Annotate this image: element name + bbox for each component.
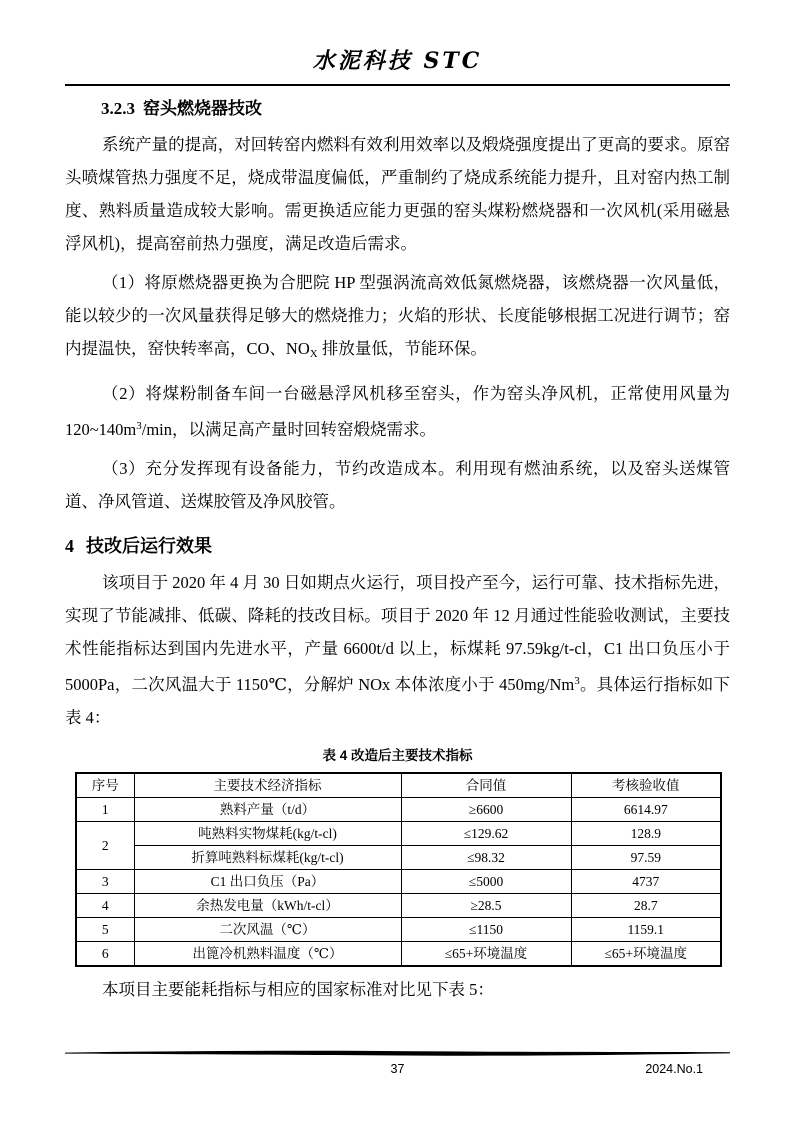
cell-no: 5	[76, 918, 134, 942]
header-rule	[65, 84, 730, 86]
paragraph-text: 该项目于 2020 年 4 月 30 日如期点火运行，项目投产至今，运行可靠、技术指标先进，实现了节能减排、低碳、降耗的技改目标。项目于 2020 年 12 月通过性能验收测试，主要技术性能指标达到国内先进水平，产量 6600t/d 以上，标煤耗 97.59kg/t-cl，C1 出口负压小于 5000Pa，二次风温大于 1150℃，分解炉 NOx 本体浓度小于 450mg/Nm	[65, 573, 730, 694]
cell-acceptance: ≤65+环境温度	[571, 942, 721, 967]
paragraph-item-1	[65, 266, 730, 371]
paragraph-results	[65, 566, 730, 734]
nox-subscript: X	[309, 348, 318, 360]
cell-indicator: 熟料产量（t/d）	[134, 798, 401, 822]
cell-indicator: 折算吨熟料标煤耗(kg/t-cl)	[134, 846, 401, 870]
table-row	[76, 822, 721, 846]
cell-indicator: 吨熟料实物煤耗(kg/t-cl)	[134, 822, 401, 846]
table-row	[76, 870, 721, 894]
table-row	[76, 918, 721, 942]
cell-acceptance: 128.9	[571, 822, 721, 846]
table-row	[76, 894, 721, 918]
cell-acceptance: 1159.1	[571, 918, 721, 942]
paragraph-text: （1）将原燃烧器更换为合肥院 HP 型强涡流高效低氮燃烧器，该燃烧器一次风量低，能以较少的一次风量获得足够大的燃烧推力；火焰的形状、长度能够根据工况进行调节；窑内提温快，窑快转率高，CO、NO	[65, 273, 730, 358]
header-cell-contract: 合同值	[401, 773, 571, 798]
table-row	[76, 846, 721, 870]
paragraph-text: 排放量低，节能环保。	[317, 339, 487, 358]
table-header-row	[76, 773, 721, 798]
section-title: 窑头燃烧器技改	[143, 99, 262, 118]
header-cell-indicator: 主要技术经济指标	[134, 773, 401, 798]
cell-indicator: C1 出口负压（Pa）	[134, 870, 401, 894]
cell-acceptance: 4737	[571, 870, 721, 894]
table-row	[76, 942, 721, 967]
section-heading-3-2-3	[65, 96, 730, 122]
cubic-meter-superscript: 3	[136, 420, 142, 432]
cell-no-merged: 2	[76, 822, 134, 870]
footer-rule	[65, 1048, 730, 1058]
paragraph-table5-lead: 本项目主要能耗指标与相应的国家标准对比见下表 5：	[102, 980, 494, 999]
section-number: 3.2.3	[101, 99, 135, 118]
cell-acceptance: 6614.97	[571, 798, 721, 822]
cell-contract: ≥28.5	[401, 894, 571, 918]
cell-indicator: 出篦冷机熟料温度（℃）	[134, 942, 401, 967]
paragraph-text: 。具体运行指标如下表 4：	[65, 675, 730, 727]
section-title: 技改后运行效果	[86, 536, 212, 556]
paragraph-text: （2）将煤粉制备车间一台磁悬浮风机移至窑头，作为窑头净风机，正常使用风量为 120~140m	[65, 384, 730, 439]
cell-indicator: 余热发电量（kWh/t-cl）	[134, 894, 401, 918]
cell-contract: ≤5000	[401, 870, 571, 894]
paragraph-intro: 系统产量的提高，对回转窑内燃料有效利用效率以及煅烧强度提出了更高的要求。原窑头喷煤管热力强度不足，烧成带温度偏低，严重制约了烧成系统能力提升，且对窑内热工制度、熟料质量造成较大影响。需更换适应能力更强的窑头煤粉燃烧器和一次风机(采用磁悬浮风机)，提高窑前热力强度，满足改造后需求。	[65, 135, 730, 253]
paragraph-item-2	[65, 377, 730, 446]
journal-title: 水泥科技 STC	[312, 48, 483, 74]
cubic-meter-superscript: 3	[574, 675, 580, 687]
cell-contract: ≤129.62	[401, 822, 571, 846]
cell-no: 1	[76, 798, 134, 822]
section-heading-4	[65, 532, 730, 560]
paragraph-text: /min，以满足高产量时回转窑煅烧需求。	[141, 420, 437, 439]
cell-acceptance: 28.7	[571, 894, 721, 918]
cell-contract: ≤65+环境温度	[401, 942, 571, 967]
footer-row	[65, 1060, 730, 1078]
cell-contract: ≤1150	[401, 918, 571, 942]
cell-indicator: 二次风温（℃）	[134, 918, 401, 942]
cell-contract: ≤98.32	[401, 846, 571, 870]
cell-no: 4	[76, 894, 134, 918]
table-caption: 表 4 改造后主要技术指标	[322, 748, 473, 763]
paragraph-item-3: （3）充分发挥现有设备能力，节约改造成本。利用现有燃油系统，以及窑头送煤管道、净风管道、送煤胶管及净风胶管。	[65, 459, 730, 511]
page-number: 37	[390, 1062, 405, 1076]
cell-contract: ≥6600	[401, 798, 571, 822]
section-number: 4	[65, 536, 74, 556]
cell-no: 6	[76, 942, 134, 967]
header-cell-acceptance: 考核验收值	[571, 773, 721, 798]
technical-indicators-table	[75, 772, 722, 967]
issue-label: 2024.No.1	[645, 1062, 703, 1076]
cell-no: 3	[76, 870, 134, 894]
header-cell-no: 序号	[76, 773, 134, 798]
page-footer	[65, 1048, 730, 1078]
table-row	[76, 798, 721, 822]
cell-acceptance: 97.59	[571, 846, 721, 870]
